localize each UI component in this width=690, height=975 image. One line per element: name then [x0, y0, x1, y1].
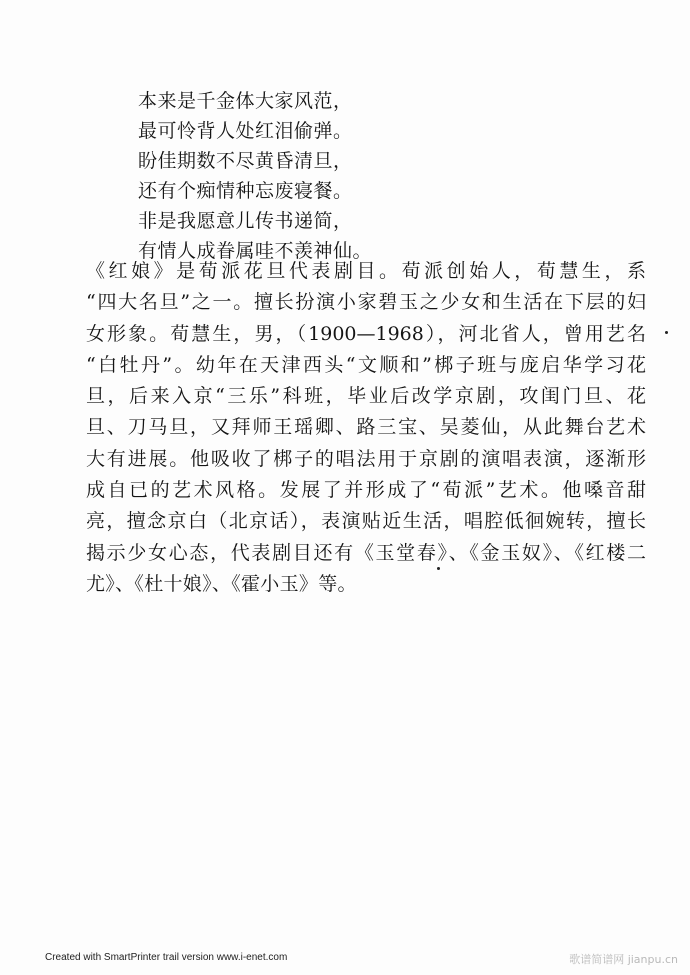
body-line: 尤》、《杜十娘》、《霍小玉》等。 — [86, 572, 357, 595]
footer-credit: Created with SmartPrinter trail version www.i-enet.com — [45, 952, 288, 963]
body-line: 旦，后来入京“三乐”科班，毕业后改学京剧，攻闺门旦、花 — [86, 385, 646, 408]
body-paragraph — [86, 256, 646, 600]
poem-block — [138, 86, 598, 266]
body-line: 《红娘》是荀派花旦代表剧目。荀派创始人，荀慧生，系 — [86, 260, 646, 282]
scan-speck — [437, 567, 440, 570]
poem-line: 本来是千金体大家风范， — [138, 90, 353, 112]
scan-speck — [665, 331, 668, 334]
body-line: “白牡丹”。幼年在天津西头“文顺和”梆子班与庞启华学习花 — [86, 353, 646, 376]
body-line: 揭示少女心态，代表剧目还有《玉堂春》、《金玉奴》、《红楼二 — [86, 541, 646, 564]
watermark: 歌谱简谱网 jianpu.cn — [569, 953, 678, 966]
body-line: 亮，擅念京白（北京话），表演贴近生活，唱腔低徊婉转，擅长 — [86, 510, 646, 533]
poem-line: 还有个痴情种忘废寝餐。 — [138, 180, 353, 202]
body-line: 旦、刀马旦，又拜师王瑶卿、路三宝、吴菱仙，从此舞台艺术 — [86, 416, 646, 439]
body-line: 女形象。荀慧生，男，（1900—1968），河北省人，曾用艺名 — [86, 322, 646, 345]
body-line: “四大名旦”之一。擅长扮演小家碧玉之少女和生活在下层的妇 — [86, 291, 646, 314]
poem-line: 有情人成眷属哇不羡神仙。 — [138, 240, 373, 262]
poem-line: 非是我愿意儿传书递简， — [138, 210, 353, 232]
body-line: 成自已的艺术风格。发展了并形成了“荀派”艺术。他嗓音甜 — [86, 479, 646, 502]
body-line: 大有进展。他吸收了梆子的唱法用于京剧的演唱表演，逐渐形 — [86, 447, 646, 470]
poem-line: 盼佳期数不尽黄昏清旦， — [138, 150, 353, 172]
poem-line: 最可怜背人处红泪偷弹。 — [138, 120, 353, 142]
